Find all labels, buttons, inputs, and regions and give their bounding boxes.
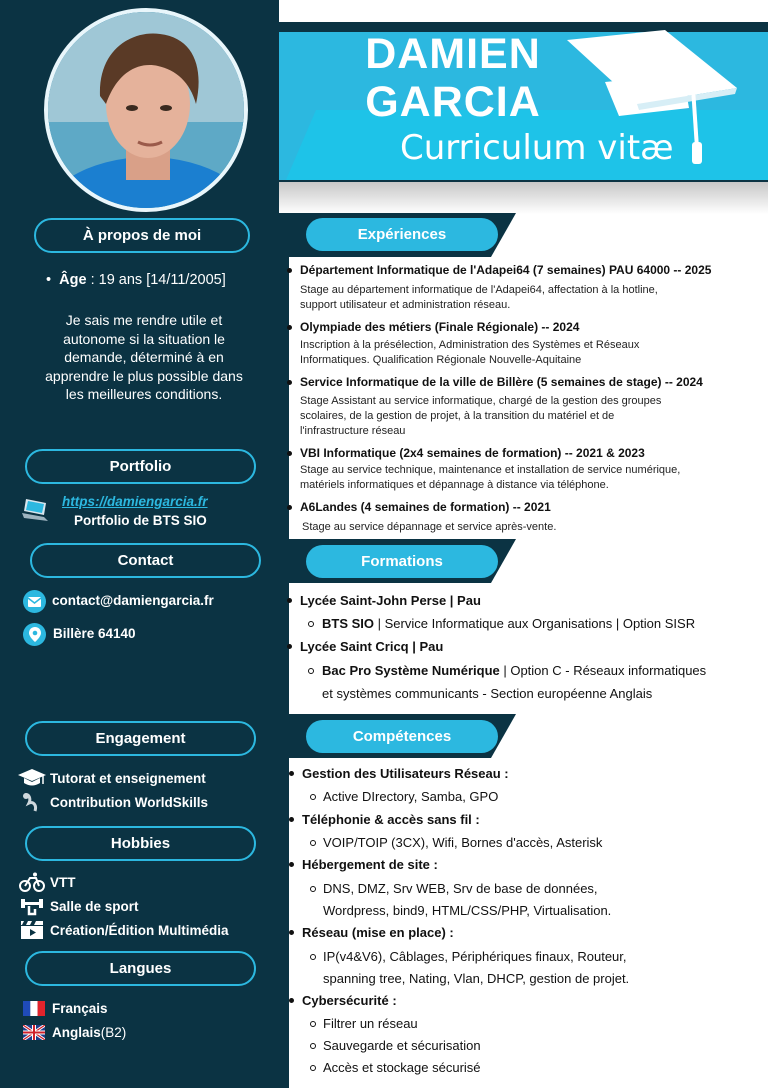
- profile-photo: [44, 8, 248, 212]
- experience-title: Olympiade des métiers (Finale Régionale) -- 2024: [300, 320, 580, 334]
- sub-bullet: [310, 794, 316, 800]
- formation-degree-line: [322, 616, 695, 631]
- degree-name: BTS SIO: [322, 616, 375, 631]
- contact-heading: Contact: [30, 543, 261, 578]
- experiences-heading: Expériences: [306, 218, 498, 251]
- language-item-french: [20, 998, 108, 1018]
- engagement-item-worldskills: [18, 792, 208, 812]
- first-name: DAMIEN: [365, 30, 541, 78]
- bicycle-icon: [18, 872, 46, 892]
- bullet: [289, 771, 294, 776]
- sub-bullet: [310, 840, 316, 846]
- header-shadow: [279, 182, 768, 214]
- bullet: [289, 998, 294, 1003]
- bullet: [289, 930, 294, 935]
- degree-name: Bac Pro Système Numérique: [322, 663, 500, 678]
- skill-item: DNS, DMZ, Srv WEB, Srv de base de données,: [323, 881, 598, 896]
- skill-item: Filtrer un réseau: [323, 1016, 418, 1031]
- bullet-icon: •: [46, 272, 60, 288]
- experience-desc-line: Stage au service dépannage et service après-vente.: [302, 521, 557, 533]
- skill-item: IP(v4&V6), Câblages, Périphériques finaux, Routeur,: [323, 949, 627, 964]
- header-white-strip: [279, 0, 768, 22]
- experience-desc-line: Stage Assistant au service informatique, chargé de la gestion des groupes: [300, 395, 662, 407]
- bullet: [287, 380, 292, 385]
- experience-desc-line: Stage au service technique, maintenance et installation de service numérique,: [300, 464, 681, 476]
- skill-group-title: Cybersécurité :: [302, 993, 397, 1008]
- location-pin-icon: [23, 623, 46, 646]
- mortarboard-icon: [18, 768, 46, 788]
- experiences-strip: [279, 255, 289, 540]
- sub-bullet: [310, 1043, 316, 1049]
- bullet: [287, 268, 292, 273]
- hobbies-heading: Hobbies: [25, 826, 256, 861]
- languages-heading: Langues: [25, 951, 256, 986]
- bullet: [289, 817, 294, 822]
- name-block: [338, 30, 568, 126]
- language-name: Français: [52, 1000, 108, 1016]
- degree-detail: | Option C - Réseaux informatiques: [499, 663, 707, 678]
- about-age: [46, 272, 226, 288]
- hobby-label: Salle de sport: [50, 898, 139, 914]
- degree-detail: | Service Informatique aux Organisations | Option SISR: [374, 616, 696, 631]
- experience-title: Département Informatique de l'Adapei64 (7 semaines) PAU 64000 -- 2025: [300, 263, 712, 277]
- engagement-item-label: Contribution WorldSkills: [50, 794, 208, 810]
- sub-bullet: [310, 886, 316, 892]
- weightlifting-icon: [18, 896, 46, 916]
- skills-strip: [279, 758, 289, 1088]
- about-heading: À propos de moi: [34, 218, 250, 253]
- worldskills-icon: [18, 792, 46, 812]
- skill-item: Sauvegarde et sécurisation: [323, 1038, 481, 1053]
- email-icon: [23, 590, 46, 613]
- bullet: [287, 644, 292, 649]
- experience-title: A6Landes (4 semaines de formation) -- 2021: [300, 500, 551, 514]
- skill-group-title: Gestion des Utilisateurs Réseau :: [302, 766, 509, 781]
- portfolio-heading: Portfolio: [25, 449, 256, 484]
- bullet: [287, 598, 292, 603]
- hobby-label: Création/Édition Multimédia: [50, 922, 229, 938]
- bullet: [289, 862, 294, 867]
- engagement-item-tutoring: [18, 768, 206, 788]
- sub-bullet: [308, 621, 314, 627]
- cv-subtitle: Curriculum vitæ: [400, 128, 674, 168]
- language-level: (B2): [100, 1024, 127, 1040]
- last-name: GARCIA: [365, 78, 541, 126]
- language-item-english: [20, 1022, 126, 1042]
- language-name: Anglais: [52, 1024, 101, 1040]
- sub-bullet: [308, 668, 314, 674]
- formations-heading: Formations: [306, 545, 498, 578]
- bullet: [287, 505, 292, 510]
- school-name: Lycée Saint Cricq | Pau: [300, 639, 444, 654]
- experience-desc-line: matériels informatiques et dépannage à distance via téléphone.: [300, 479, 609, 491]
- skill-group-title: Réseau (mise en place) :: [302, 925, 454, 940]
- experience-title: VBI Informatique (2x4 semaines de formation) -- 2021 & 2023: [300, 446, 645, 460]
- portfolio-link[interactable]: https://damiengarcia.fr: [62, 494, 208, 509]
- skill-item: Accès et stockage sécurisé: [323, 1060, 481, 1075]
- skills-heading: Compétences: [306, 720, 498, 753]
- engagement-heading: Engagement: [25, 721, 256, 756]
- skill-item: Active DIrectory, Samba, GPO: [323, 789, 499, 804]
- formation-degree-line: [322, 663, 706, 678]
- skill-item: VOIP/TOIP (3CX), Wifi, Bornes d'accès, Asterisk: [323, 835, 603, 850]
- portfolio-caption: Portfolio de BTS SIO: [74, 513, 207, 528]
- hobby-label: VTT: [50, 874, 76, 890]
- contact-location: Billère 64140: [53, 626, 136, 641]
- laptop-icon: [20, 497, 50, 523]
- age-value: : 19 ans [14/11/2005]: [86, 272, 226, 288]
- experience-title: Service Informatique de la ville de Billère (5 semaines de stage) -- 2024: [300, 375, 703, 389]
- about-description: Je sais me rendre utile et autonome si la situation le demande, déterminé à en apprendre le plus possible dans les meilleures conditions.: [45, 312, 243, 402]
- hobby-item-gym: [18, 896, 139, 916]
- experience-desc-line: l'infrastructure réseau: [300, 425, 406, 437]
- french-flag-icon: [20, 998, 48, 1018]
- bullet: [287, 451, 292, 456]
- hobby-item-multimedia: [18, 920, 229, 940]
- skill-group-title: Hébergement de site :: [302, 857, 438, 872]
- contact-email[interactable]: contact@damiengarcia.fr: [52, 593, 214, 608]
- experience-desc-line: Stage au département informatique de l'Adapei64, affectation à la hotline,: [300, 284, 658, 296]
- experience-desc-line: Inscription à la présélection, Administration des Systèmes et Réseaux: [300, 339, 640, 351]
- experience-desc-line: support utilisateur et administration réseau.: [300, 299, 511, 311]
- clapperboard-icon: [18, 920, 46, 940]
- skill-group-title: Téléphonie & accès sans fil :: [302, 812, 480, 827]
- sub-bullet: [310, 1021, 316, 1027]
- skill-item: spanning tree, Nating, Vlan, DHCP, gestion de projet.: [323, 971, 630, 986]
- age-label: Âge: [59, 272, 87, 288]
- hobby-item-vtt: [18, 872, 76, 892]
- uk-flag-icon: [20, 1022, 48, 1042]
- sub-bullet: [310, 954, 316, 960]
- bullet: [287, 325, 292, 330]
- skill-item: Wordpress, bind9, HTML/CSS/PHP, Virtualisation.: [323, 903, 612, 918]
- experience-desc-line: Informatiques. Qualification Régionale Nouvelle-Aquitaine: [300, 354, 582, 366]
- sub-bullet: [310, 1065, 316, 1071]
- engagement-item-label: Tutorat et enseignement: [50, 770, 206, 786]
- graduation-cap-icon: [565, 30, 740, 165]
- experience-desc-line: scolaires, de la gestion de projet, à la transition du matériel et de: [300, 410, 615, 422]
- school-name: Lycée Saint-John Perse | Pau: [300, 593, 481, 608]
- degree-detail-cont: et systèmes communicants - Section européenne Anglais: [322, 686, 653, 701]
